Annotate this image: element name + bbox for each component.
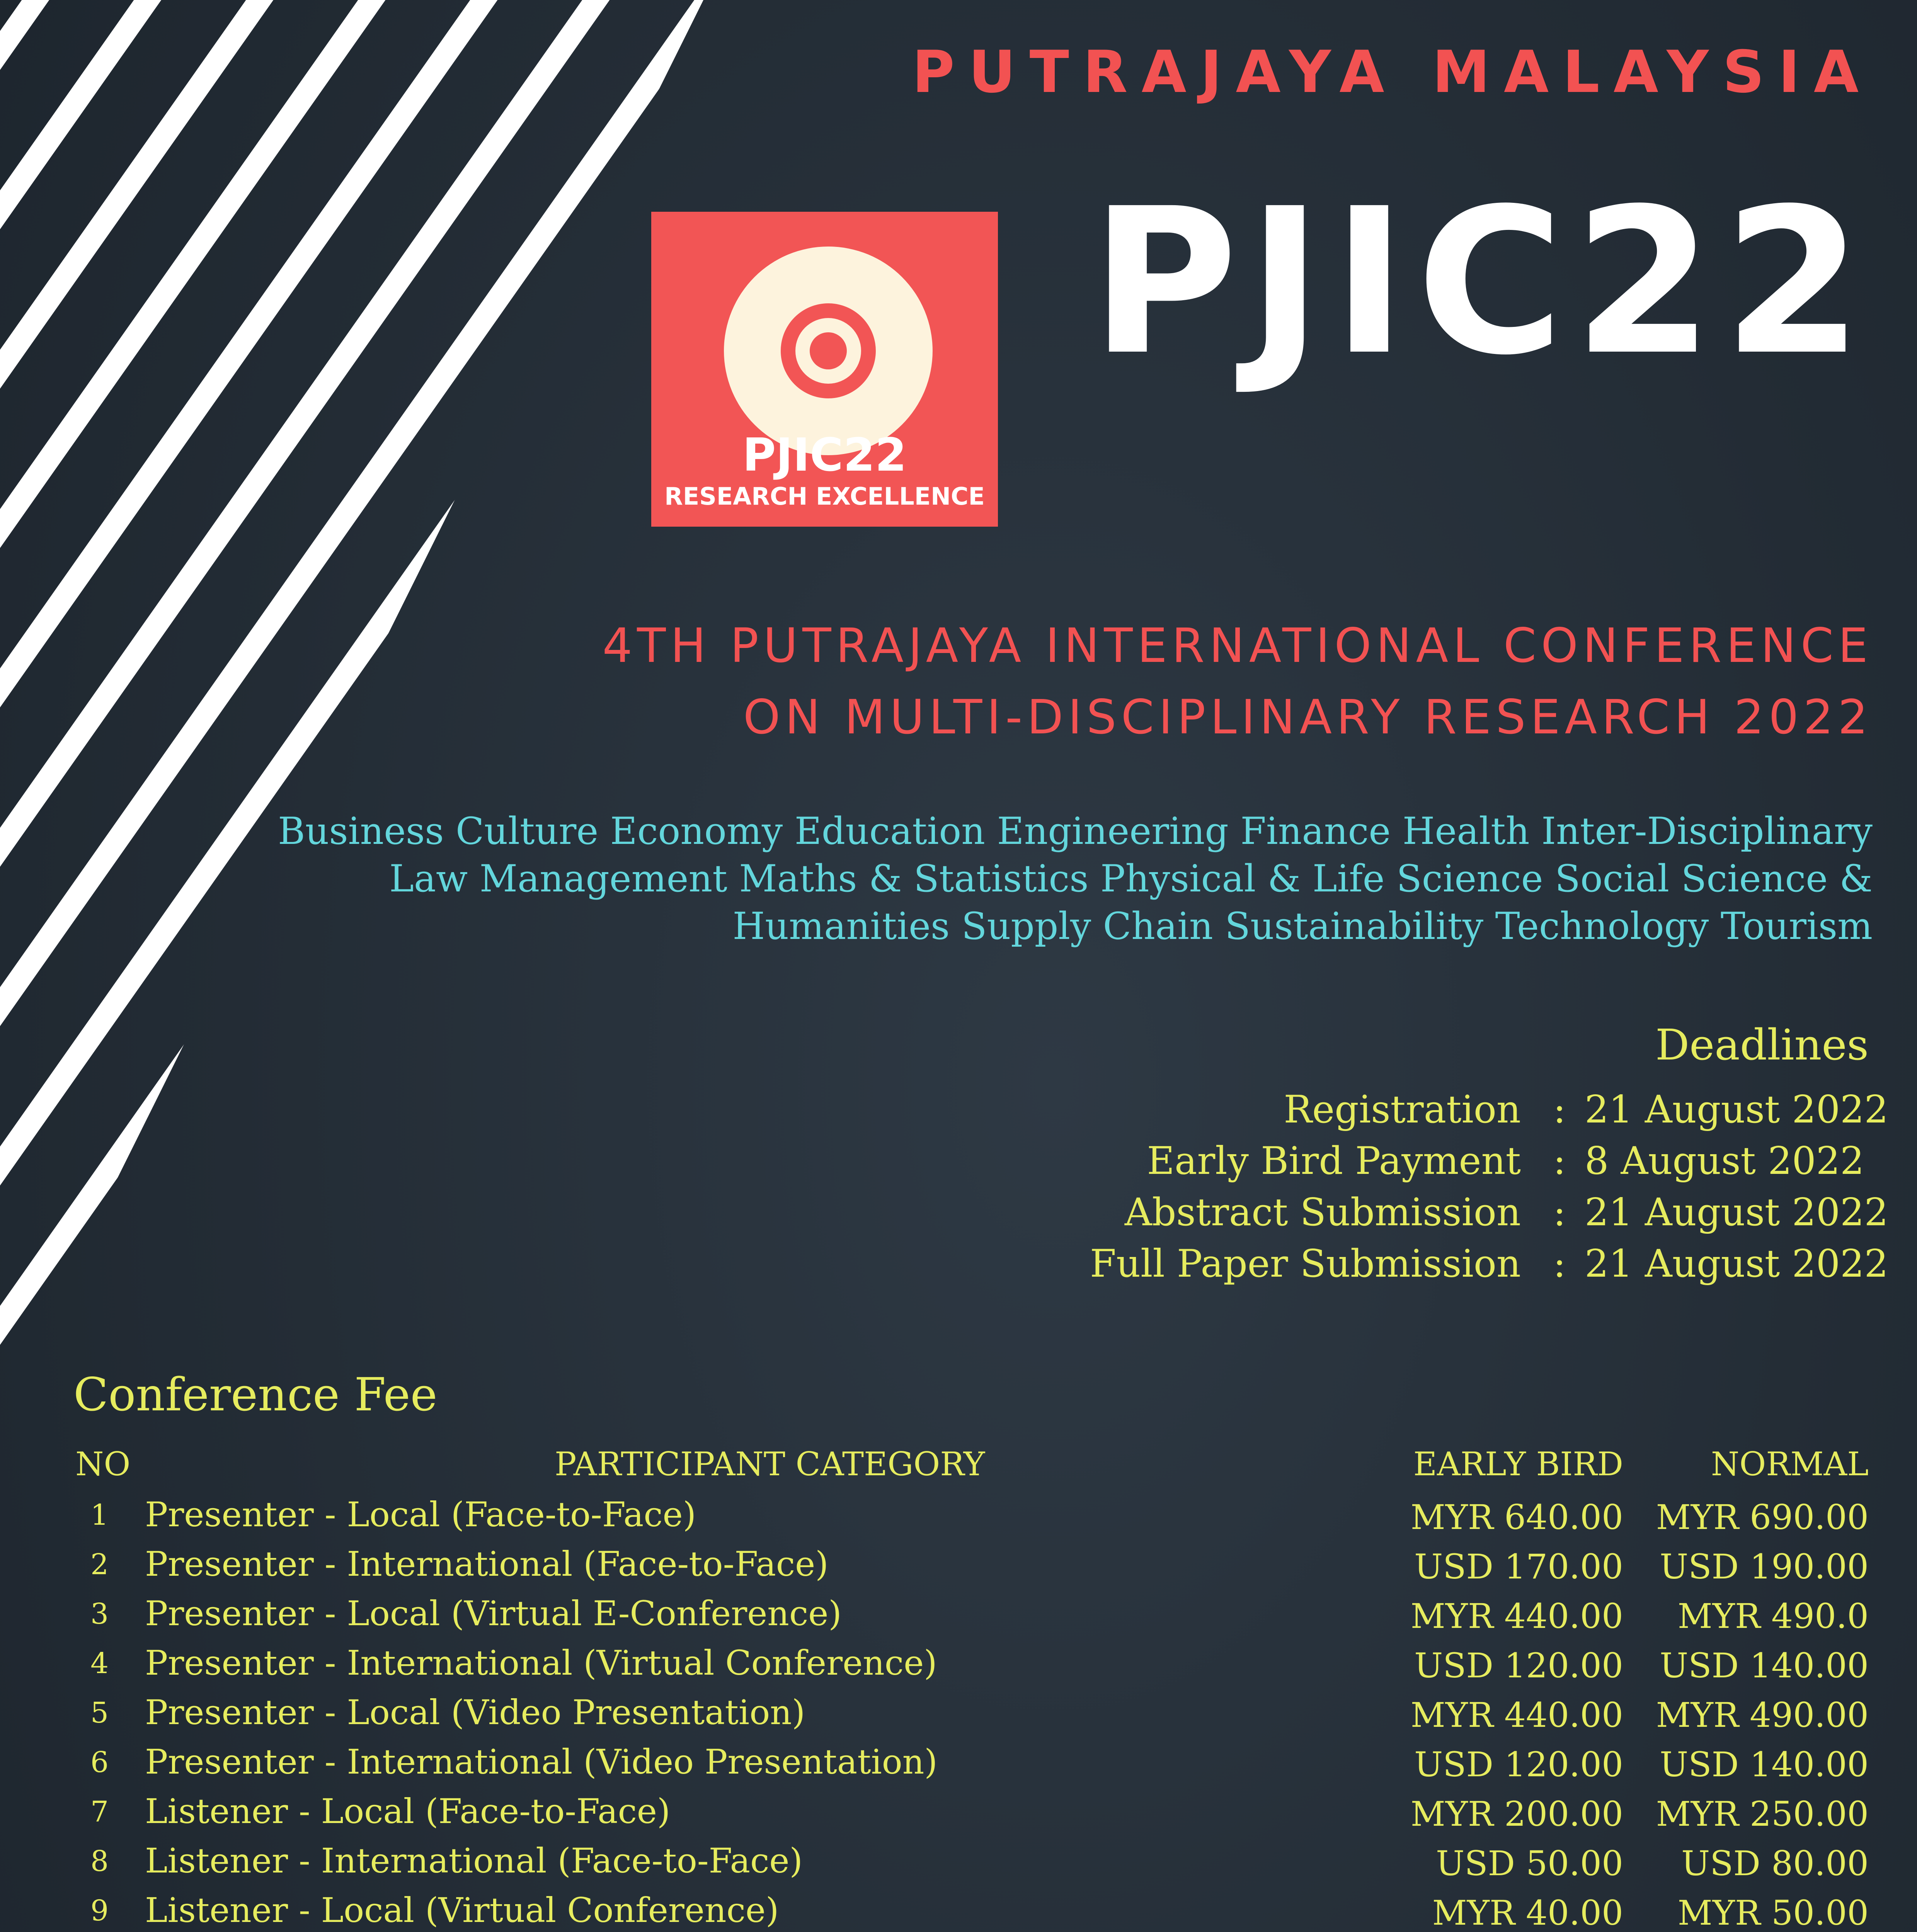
fee-row-category: Presenter - International (Virtual Conference) [145,1643,937,1683]
fee-column-early-bird: EARLY BIRD [1413,1445,1623,1483]
fee-row-normal: MYR 50.00 [1677,1893,1869,1932]
fee-row-category: Presenter - International (Face-to-Face) [145,1544,829,1584]
conference-title-line-2: ON MULTI-DISCIPLINARY RESEARCH 2022 [743,690,1873,745]
fee-row-category: Presenter - Local (Virtual E-Conference) [145,1594,842,1633]
logo-name: PJIC22 [742,428,907,481]
fee-row-category: Presenter - International (Video Presentation) [145,1742,938,1782]
deadline-label: Full Paper Submission [1090,1242,1521,1286]
deadline-colon: : [1553,1242,1566,1286]
deadlines-heading: Deadlines [1655,1020,1869,1070]
deadline-colon: : [1553,1088,1566,1132]
deadline-date: 21 August 2022 [1585,1190,1888,1235]
fee-row-normal: MYR 690.00 [1656,1497,1869,1537]
deadline-label: Abstract Submission [1124,1190,1521,1235]
fee-column-category: PARTICIPANT CATEGORY [555,1445,985,1483]
fee-column-no: NO [75,1445,131,1483]
fee-row-early-bird: USD 120.00 [1414,1745,1623,1784]
fee-row-early-bird: MYR 440.00 [1410,1596,1623,1636]
deadline-date: 21 August 2022 [1585,1242,1888,1286]
fee-row-normal: USD 140.00 [1660,1646,1869,1685]
logo-tagline: RESEARCH EXCELLENCE [664,482,985,510]
deadline-label: Early Bird Payment [1147,1139,1521,1183]
fee-row-no: 2 [90,1548,109,1581]
fee-row-no: 4 [90,1647,109,1680]
fee-row-normal: USD 80.00 [1681,1844,1869,1883]
fee-row-early-bird: MYR 440.00 [1410,1695,1623,1735]
fee-row-normal: USD 140.00 [1660,1745,1869,1784]
fee-row-category: Listener - Local (Virtual Conference) [145,1890,779,1930]
fee-row-no: 1 [90,1498,109,1532]
fee-row-early-bird: MYR 640.00 [1410,1497,1623,1537]
deadline-colon: : [1553,1139,1566,1183]
fee-row-category: Presenter - Local (Video Presentation) [145,1692,805,1732]
fee-row-early-bird: USD 170.00 [1414,1547,1623,1587]
header-location: PUTRAJAYA MALAYSIA [912,39,1873,106]
fee-row-early-bird: USD 50.00 [1436,1844,1623,1883]
target-icon [724,247,933,455]
fee-row-normal: MYR 490.0 [1677,1596,1869,1636]
conference-title-line-1: 4TH PUTRAJAYA INTERNATIONAL CONFERENCE [602,618,1873,673]
fee-row-category: Listener - Local (Face-to-Face) [145,1791,671,1831]
fee-row-no: 5 [90,1696,109,1730]
fee-row-category: Presenter - Local (Face-to-Face) [145,1495,696,1534]
fee-row-normal: USD 190.00 [1660,1547,1869,1587]
fee-row-early-bird: MYR 40.00 [1432,1893,1623,1932]
deadline-date: 8 August 2022 [1585,1139,1864,1183]
conference-fee-heading: Conference Fee [73,1368,438,1421]
main-title: PJIC22 [1090,165,1873,399]
fee-row-no: 6 [90,1746,109,1779]
stripe-left [0,0,46,1468]
fee-row-no: 3 [90,1597,109,1631]
fee-row-normal: MYR 490.00 [1656,1695,1869,1735]
fee-row-no: 7 [90,1795,109,1828]
pjic22-logo [651,212,998,527]
fee-column-normal: NORMAL [1711,1445,1869,1483]
topics-list: Business Culture Economy Education Engineering Finance Health Inter-Disciplinary Law Management Maths & Statistics Physical & Life Science Social Science & Humanities Supply Chain Sustainability Technology Tourism [278,810,1873,948]
fee-row-no: 9 [90,1894,109,1927]
fee-row-no: 8 [90,1845,109,1878]
fee-row-normal: MYR 250.00 [1656,1794,1869,1834]
fee-row-early-bird: MYR 200.00 [1410,1794,1623,1834]
deadline-colon: : [1553,1190,1566,1235]
fee-row-category: Listener - International (Face-to-Face) [145,1841,803,1881]
fee-row-early-bird: USD 120.00 [1414,1646,1623,1685]
deadline-label: Registration [1284,1088,1521,1132]
deadline-date: 21 August 2022 [1585,1088,1888,1132]
